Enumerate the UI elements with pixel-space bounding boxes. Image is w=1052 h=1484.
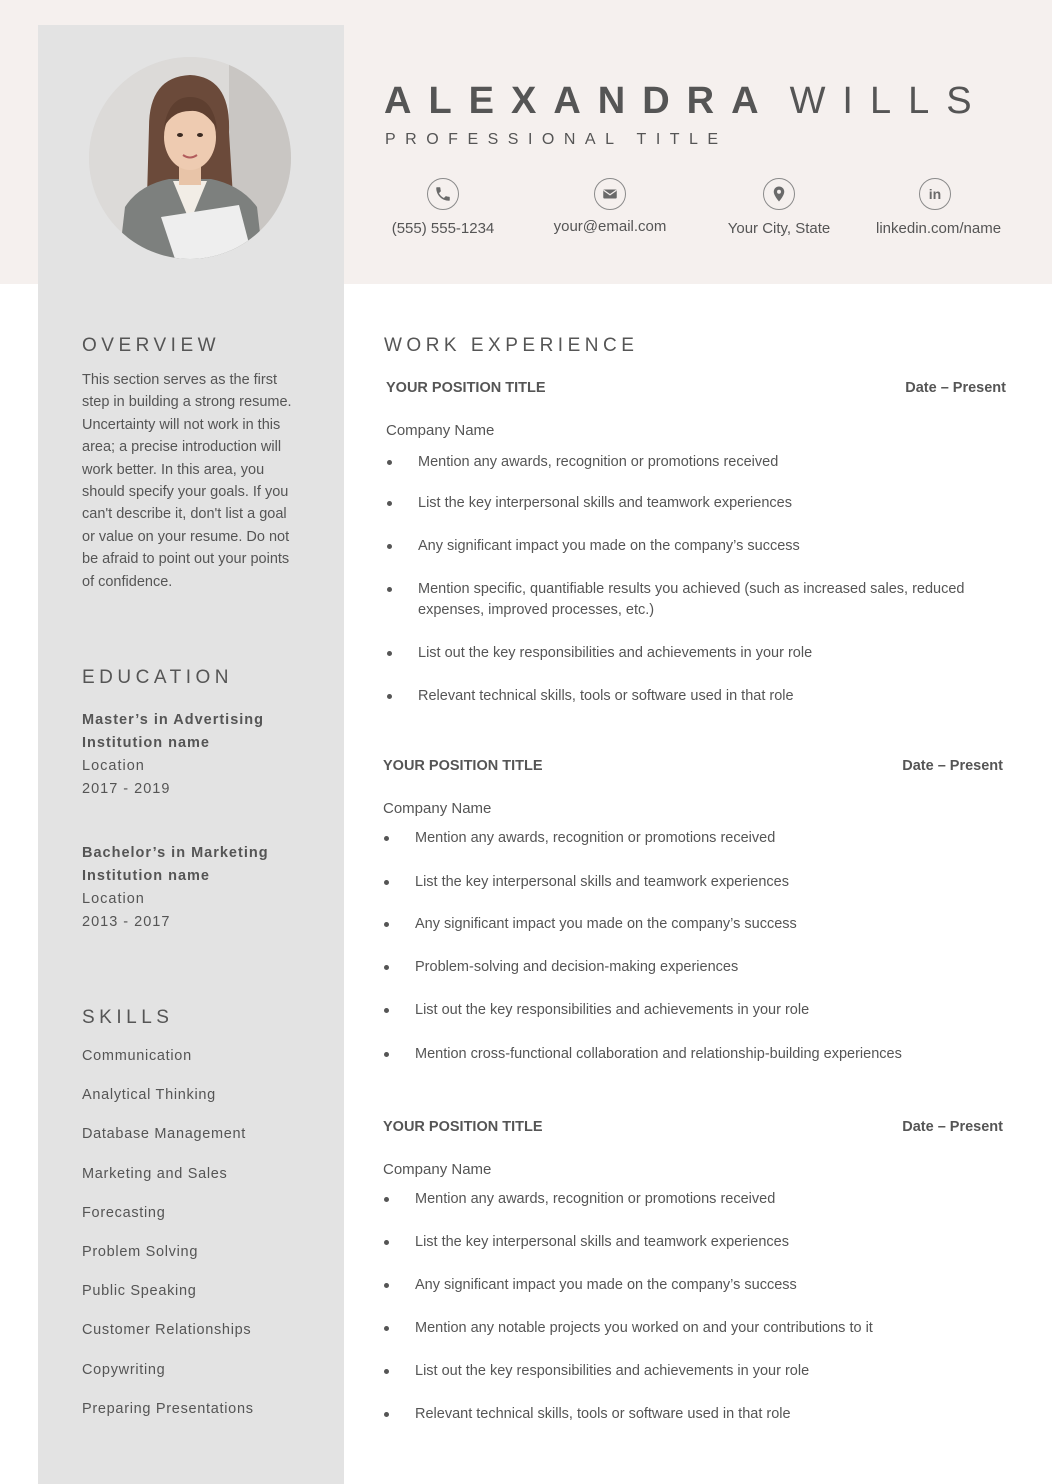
overview-text: This section serves as the first step in building a strong resume. Uncertainty will not work in this area; a precise introduction will work better. In this area, you should specify your goals. If you can't describe it, don't list a goal or value on your resume. Do not be afraid to point out your points of confidence. — [82, 372, 292, 590]
institution: Institution name — [82, 735, 210, 751]
job-bullet: List the key interpersonal skills and teamwork experiences — [381, 872, 981, 893]
skill-item: Communication — [82, 1048, 192, 1064]
skill-item: Analytical Thinking — [82, 1087, 216, 1104]
job-bullet: Mention specific, quantifiable results you achieved (such as increased sales, reduced expenses, improved processes, etc.) — [384, 579, 984, 621]
skill-item: Problem Solving — [82, 1243, 199, 1260]
job-date: Date – Present — [902, 1119, 1003, 1135]
job-bullet: List out the key responsibilities and achievements in your role — [381, 1361, 981, 1382]
skill-item: Copywriting — [82, 1361, 166, 1378]
job-bullet: Relevant technical skills, tools or software used in that role — [381, 1404, 981, 1425]
skill-item: Customer Relationships — [82, 1322, 252, 1339]
education-location: Location — [82, 758, 145, 774]
education-entry — [82, 709, 264, 801]
job-bullet: Any significant impact you made on the company’s success — [384, 536, 984, 557]
education-entry — [82, 842, 269, 934]
company-name: Company Name — [386, 422, 495, 439]
job-title: YOUR POSITION TITLE — [386, 380, 546, 396]
job-title: YOUR POSITION TITLE — [383, 1119, 543, 1135]
education-heading: EDUCATION — [82, 667, 233, 688]
job-date: Date – Present — [902, 758, 1003, 774]
job-bullet: List the key interpersonal skills and teamwork experiences — [381, 1232, 981, 1253]
job-bullet: List the key interpersonal skills and teamwork experiences — [384, 493, 984, 514]
contact-email — [550, 178, 670, 235]
email-text: your@email.com — [553, 218, 667, 235]
candidate-name — [384, 80, 989, 123]
job-title: YOUR POSITION TITLE — [383, 758, 543, 774]
profile-photo — [89, 57, 291, 259]
skill-item: Database Management — [82, 1126, 247, 1143]
phone-icon — [427, 178, 459, 210]
job-bullet: Relevant technical skills, tools or software used in that role — [384, 686, 984, 707]
skills-list — [82, 1046, 254, 1438]
company-name: Company Name — [383, 1161, 492, 1178]
degree: Master’s in Advertising — [82, 712, 265, 728]
degree: Bachelor’s in Marketing — [82, 845, 269, 861]
job-bullet: Any significant impact you made on the company’s success — [381, 1275, 981, 1296]
professional-title: PROFESSIONAL TITLE — [385, 131, 728, 148]
email-icon — [594, 178, 626, 210]
skill-item: Preparing Presentations — [82, 1400, 254, 1417]
skills-heading: SKILLS — [82, 1007, 174, 1028]
job-bullet: Mention cross-functional collaboration and relationship-building experiences — [381, 1044, 981, 1065]
first-name: ALEXANDRA — [384, 80, 776, 122]
skill-item: Forecasting — [82, 1204, 166, 1221]
job-bullet: Mention any awards, recognition or promotions received — [384, 452, 984, 473]
job-bullet: Mention any awards, recognition or promotions received — [381, 828, 981, 849]
job-bullet: Any significant impact you made on the company’s success — [381, 914, 981, 935]
education-years: 2013 - 2017 — [82, 914, 171, 930]
job-bullet: Mention any awards, recognition or promotions received — [381, 1189, 981, 1210]
company-name: Company Name — [383, 800, 492, 817]
last-name: WILLS — [789, 80, 989, 122]
job-date: Date – Present — [905, 380, 1006, 396]
education-location: Location — [82, 891, 145, 907]
institution: Institution name — [82, 868, 210, 884]
contact-phone — [383, 178, 503, 237]
work-experience-heading: WORK EXPERIENCE — [384, 335, 639, 356]
linkedin-icon — [919, 178, 951, 210]
job-bullet: List out the key responsibilities and achievements in your role — [381, 1000, 981, 1021]
overview-heading: OVERVIEW — [82, 335, 221, 356]
education-years: 2017 - 2019 — [82, 781, 171, 797]
job-bullet: Mention any notable projects you worked on and your contributions to it — [381, 1318, 981, 1339]
location-text: Your City, State — [727, 220, 831, 237]
skill-item: Public Speaking — [82, 1283, 197, 1300]
linkedin-icon-text: in — [928, 186, 942, 202]
location-pin-icon — [763, 178, 795, 210]
job-bullet: Problem-solving and decision-making experiences — [381, 957, 981, 978]
skill-item: Marketing and Sales — [82, 1165, 228, 1182]
phone-text: (555) 555-1234 — [391, 220, 495, 237]
linkedin-text: linkedin.com/name — [876, 220, 1002, 237]
contact-linkedin — [876, 178, 1002, 237]
contact-location — [719, 178, 839, 237]
job-bullet: List out the key responsibilities and achievements in your role — [384, 643, 984, 664]
profile-photo-illustration — [89, 57, 291, 259]
